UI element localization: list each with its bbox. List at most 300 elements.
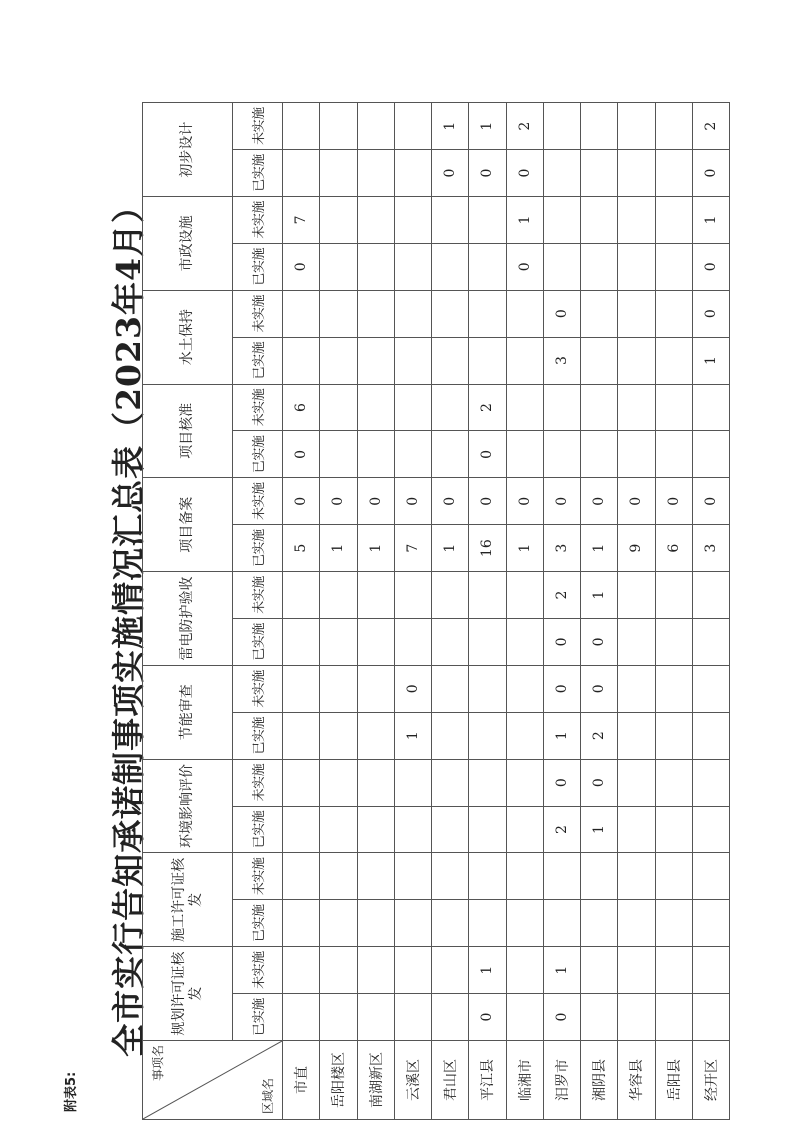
implemented-count bbox=[581, 994, 618, 1041]
implemented-count: 6 bbox=[655, 525, 692, 572]
implemented-count bbox=[432, 618, 469, 665]
not-implemented-count bbox=[469, 290, 506, 337]
not-implemented-count bbox=[506, 853, 543, 900]
not-implemented-count bbox=[432, 947, 469, 994]
implemented-count bbox=[469, 337, 506, 384]
not-implemented-count bbox=[469, 665, 506, 712]
not-implemented-count bbox=[432, 196, 469, 243]
implemented-count bbox=[432, 806, 469, 853]
not-implemented-count bbox=[320, 947, 357, 994]
implemented-count bbox=[469, 806, 506, 853]
not-implemented-count: 0 bbox=[357, 478, 394, 525]
not-implemented-count bbox=[432, 384, 469, 431]
not-implemented-count: 0 bbox=[320, 478, 357, 525]
implemented-count bbox=[357, 337, 394, 384]
not-implemented-count bbox=[357, 665, 394, 712]
not-implemented-count bbox=[394, 384, 431, 431]
implemented-count bbox=[618, 431, 655, 478]
region-name: 湘阴县 bbox=[581, 1041, 618, 1120]
implemented-count bbox=[357, 618, 394, 665]
implemented-count bbox=[692, 431, 729, 478]
implemented-count: 1 bbox=[320, 525, 357, 572]
not-implemented-count bbox=[618, 947, 655, 994]
region-name: 云溪区 bbox=[394, 1041, 431, 1120]
not-implemented-count bbox=[432, 572, 469, 619]
not-implemented-count bbox=[655, 665, 692, 712]
implemented-count bbox=[357, 150, 394, 197]
not-implemented-count: 1 bbox=[543, 947, 580, 994]
implemented-header: 已实施 bbox=[233, 806, 283, 853]
not-implemented-count bbox=[543, 384, 580, 431]
corner-region-label: 区域名 bbox=[261, 1077, 275, 1114]
region-name: 平江县 bbox=[469, 1041, 506, 1120]
implemented-header: 已实施 bbox=[233, 243, 283, 290]
not-implemented-count: 0 bbox=[283, 478, 320, 525]
implemented-count bbox=[283, 806, 320, 853]
implemented-count bbox=[581, 900, 618, 947]
implemented-count bbox=[581, 337, 618, 384]
implemented-count bbox=[506, 337, 543, 384]
implemented-count bbox=[618, 618, 655, 665]
not-implemented-count bbox=[320, 290, 357, 337]
not-implemented-count bbox=[581, 947, 618, 994]
implemented-count bbox=[320, 431, 357, 478]
not-implemented-count bbox=[543, 103, 580, 150]
implemented-header: 已实施 bbox=[233, 618, 283, 665]
not-implemented-count bbox=[320, 759, 357, 806]
implemented-header: 已实施 bbox=[233, 994, 283, 1041]
not-implemented-count bbox=[581, 384, 618, 431]
implemented-count: 2 bbox=[543, 806, 580, 853]
not-implemented-count: 0 bbox=[692, 290, 729, 337]
not-implemented-count bbox=[394, 759, 431, 806]
group-header: 水土保持 bbox=[143, 290, 233, 384]
implemented-count bbox=[394, 431, 431, 478]
group-header: 市政设施 bbox=[143, 196, 233, 290]
not-implemented-count bbox=[618, 103, 655, 150]
implemented-count bbox=[432, 712, 469, 759]
not-implemented-count bbox=[655, 853, 692, 900]
not-implemented-count: 0 bbox=[394, 665, 431, 712]
not-implemented-count bbox=[469, 853, 506, 900]
implemented-count bbox=[320, 806, 357, 853]
implemented-count bbox=[506, 994, 543, 1041]
implemented-count bbox=[506, 712, 543, 759]
table-row bbox=[655, 103, 692, 1120]
not-implemented-count bbox=[320, 665, 357, 712]
implemented-count bbox=[357, 994, 394, 1041]
not-implemented-count bbox=[283, 290, 320, 337]
not-implemented-count: 0 bbox=[432, 478, 469, 525]
implemented-count bbox=[283, 712, 320, 759]
not-implemented-count bbox=[692, 384, 729, 431]
implemented-count bbox=[543, 900, 580, 947]
implemented-count bbox=[618, 243, 655, 290]
region-name: 市直 bbox=[283, 1041, 320, 1120]
implemented-count bbox=[432, 243, 469, 290]
not-implemented-header: 未实施 bbox=[233, 478, 283, 525]
implemented-count: 0 bbox=[506, 243, 543, 290]
not-implemented-count: 7 bbox=[283, 196, 320, 243]
not-implemented-header: 未实施 bbox=[233, 853, 283, 900]
implemented-count bbox=[394, 150, 431, 197]
implemented-count bbox=[655, 337, 692, 384]
implemented-count bbox=[283, 618, 320, 665]
not-implemented-count: 0 bbox=[543, 759, 580, 806]
implemented-count bbox=[655, 806, 692, 853]
not-implemented-count bbox=[357, 384, 394, 431]
implemented-count bbox=[543, 150, 580, 197]
implemented-count bbox=[357, 431, 394, 478]
not-implemented-count bbox=[618, 853, 655, 900]
implemented-count: 5 bbox=[283, 525, 320, 572]
region-name: 经开区 bbox=[692, 1041, 729, 1120]
not-implemented-count bbox=[283, 947, 320, 994]
table-row bbox=[320, 103, 357, 1120]
implemented-count bbox=[320, 712, 357, 759]
not-implemented-count bbox=[543, 196, 580, 243]
implemented-header: 已实施 bbox=[233, 150, 283, 197]
not-implemented-count bbox=[655, 572, 692, 619]
implemented-count: 16 bbox=[469, 525, 506, 572]
not-implemented-count bbox=[432, 853, 469, 900]
implemented-count: 0 bbox=[469, 431, 506, 478]
not-implemented-header: 未实施 bbox=[233, 759, 283, 806]
implemented-count bbox=[618, 994, 655, 1041]
not-implemented-count bbox=[283, 759, 320, 806]
implemented-count: 1 bbox=[357, 525, 394, 572]
not-implemented-count bbox=[394, 196, 431, 243]
not-implemented-count: 0 bbox=[506, 478, 543, 525]
implemented-count bbox=[655, 243, 692, 290]
implemented-count bbox=[432, 900, 469, 947]
not-implemented-count: 0 bbox=[394, 478, 431, 525]
not-implemented-header: 未实施 bbox=[233, 947, 283, 994]
implemented-count bbox=[283, 150, 320, 197]
implemented-count bbox=[506, 806, 543, 853]
implemented-count: 1 bbox=[692, 337, 729, 384]
implemented-count bbox=[692, 994, 729, 1041]
implemented-header: 已实施 bbox=[233, 525, 283, 572]
not-implemented-count: 2 bbox=[469, 384, 506, 431]
implemented-count bbox=[543, 243, 580, 290]
not-implemented-count: 0 bbox=[581, 759, 618, 806]
not-implemented-count: 6 bbox=[283, 384, 320, 431]
not-implemented-count: 0 bbox=[543, 478, 580, 525]
implemented-count: 0 bbox=[543, 994, 580, 1041]
implemented-count bbox=[320, 243, 357, 290]
implemented-count bbox=[506, 618, 543, 665]
implemented-count bbox=[394, 806, 431, 853]
implemented-count bbox=[506, 431, 543, 478]
implemented-count bbox=[581, 150, 618, 197]
table-row bbox=[506, 103, 543, 1120]
implemented-count: 0 bbox=[581, 618, 618, 665]
not-implemented-count bbox=[394, 853, 431, 900]
implemented-count: 3 bbox=[543, 525, 580, 572]
table-row bbox=[469, 103, 506, 1120]
implemented-count: 0 bbox=[692, 150, 729, 197]
not-implemented-count bbox=[506, 947, 543, 994]
table-row bbox=[394, 103, 431, 1120]
not-implemented-count bbox=[692, 572, 729, 619]
not-implemented-count: 0 bbox=[469, 478, 506, 525]
not-implemented-count bbox=[506, 290, 543, 337]
not-implemented-count: 0 bbox=[692, 478, 729, 525]
implemented-count: 0 bbox=[692, 243, 729, 290]
not-implemented-count bbox=[469, 196, 506, 243]
not-implemented-count: 1 bbox=[432, 103, 469, 150]
implemented-count bbox=[432, 994, 469, 1041]
implemented-count bbox=[283, 337, 320, 384]
not-implemented-header: 未实施 bbox=[233, 384, 283, 431]
region-name: 华容县 bbox=[618, 1041, 655, 1120]
summary-table bbox=[142, 102, 730, 1120]
implemented-count: 0 bbox=[543, 618, 580, 665]
implemented-count bbox=[655, 900, 692, 947]
not-implemented-count bbox=[320, 853, 357, 900]
not-implemented-count: 2 bbox=[692, 103, 729, 150]
implemented-count bbox=[655, 431, 692, 478]
not-implemented-count bbox=[357, 947, 394, 994]
not-implemented-count bbox=[394, 572, 431, 619]
implemented-count: 1 bbox=[394, 712, 431, 759]
not-implemented-count bbox=[692, 853, 729, 900]
not-implemented-count bbox=[357, 759, 394, 806]
table-row bbox=[283, 103, 320, 1120]
not-implemented-count: 0 bbox=[655, 478, 692, 525]
not-implemented-header: 未实施 bbox=[233, 572, 283, 619]
group-header: 节能审查 bbox=[143, 665, 233, 759]
implemented-count bbox=[320, 900, 357, 947]
implemented-count: 2 bbox=[581, 712, 618, 759]
implemented-count bbox=[655, 994, 692, 1041]
not-implemented-count bbox=[357, 290, 394, 337]
implemented-count: 1 bbox=[543, 712, 580, 759]
not-implemented-count bbox=[394, 290, 431, 337]
corner-header bbox=[143, 1041, 283, 1120]
implemented-count bbox=[618, 712, 655, 759]
not-implemented-count bbox=[283, 572, 320, 619]
implemented-count bbox=[543, 431, 580, 478]
implemented-count bbox=[394, 618, 431, 665]
not-implemented-count: 0 bbox=[581, 478, 618, 525]
implemented-count bbox=[469, 618, 506, 665]
not-implemented-count bbox=[357, 572, 394, 619]
implemented-count bbox=[618, 150, 655, 197]
not-implemented-count bbox=[618, 665, 655, 712]
implemented-count bbox=[469, 712, 506, 759]
corner-item-label: 事项名 bbox=[151, 1045, 165, 1082]
implemented-count: 0 bbox=[283, 431, 320, 478]
region-name: 汨罗市 bbox=[543, 1041, 580, 1120]
implemented-count bbox=[692, 806, 729, 853]
not-implemented-count: 1 bbox=[469, 103, 506, 150]
region-name: 岳阳楼区 bbox=[320, 1041, 357, 1120]
group-header: 施工许可证核发 bbox=[143, 853, 233, 947]
implemented-count: 0 bbox=[469, 994, 506, 1041]
implemented-count bbox=[320, 337, 357, 384]
implemented-count: 1 bbox=[506, 525, 543, 572]
implemented-header: 已实施 bbox=[233, 900, 283, 947]
attachment-label: 附表5: bbox=[64, 1071, 79, 1112]
not-implemented-count bbox=[320, 384, 357, 431]
not-implemented-count bbox=[618, 572, 655, 619]
not-implemented-count bbox=[692, 759, 729, 806]
not-implemented-count bbox=[581, 290, 618, 337]
implemented-count bbox=[655, 150, 692, 197]
implemented-header: 已实施 bbox=[233, 337, 283, 384]
not-implemented-count bbox=[432, 290, 469, 337]
not-implemented-count: 1 bbox=[469, 947, 506, 994]
not-implemented-count bbox=[543, 853, 580, 900]
implemented-count bbox=[618, 337, 655, 384]
not-implemented-count bbox=[283, 665, 320, 712]
not-implemented-count bbox=[357, 103, 394, 150]
group-header: 初步设计 bbox=[143, 103, 233, 197]
not-implemented-count bbox=[581, 196, 618, 243]
implemented-count bbox=[432, 337, 469, 384]
not-implemented-count bbox=[432, 665, 469, 712]
implemented-count: 7 bbox=[394, 525, 431, 572]
not-implemented-count bbox=[655, 384, 692, 431]
group-header: 环境影响评价 bbox=[143, 759, 233, 853]
not-implemented-count bbox=[357, 853, 394, 900]
implemented-count: 1 bbox=[581, 525, 618, 572]
table-row bbox=[357, 103, 394, 1120]
implemented-count bbox=[320, 618, 357, 665]
group-header: 项目核准 bbox=[143, 384, 233, 478]
not-implemented-count bbox=[618, 384, 655, 431]
not-implemented-count bbox=[283, 103, 320, 150]
not-implemented-count bbox=[581, 103, 618, 150]
table-row bbox=[618, 103, 655, 1120]
table-row bbox=[543, 103, 580, 1120]
not-implemented-count: 0 bbox=[618, 478, 655, 525]
not-implemented-count bbox=[655, 103, 692, 150]
implemented-count bbox=[692, 712, 729, 759]
implemented-count: 3 bbox=[543, 337, 580, 384]
implemented-count bbox=[394, 337, 431, 384]
implemented-count bbox=[320, 994, 357, 1041]
implemented-count bbox=[581, 243, 618, 290]
table-row bbox=[581, 103, 618, 1120]
group-header: 规划许可证核发 bbox=[143, 947, 233, 1041]
not-implemented-count: 0 bbox=[543, 290, 580, 337]
implemented-count bbox=[394, 243, 431, 290]
not-implemented-header: 未实施 bbox=[233, 665, 283, 712]
not-implemented-count bbox=[320, 103, 357, 150]
not-implemented-count bbox=[655, 196, 692, 243]
not-implemented-count: 1 bbox=[692, 196, 729, 243]
implemented-count: 0 bbox=[506, 150, 543, 197]
implemented-count: 9 bbox=[618, 525, 655, 572]
table-row bbox=[432, 103, 469, 1120]
not-implemented-count: 2 bbox=[506, 103, 543, 150]
not-implemented-header: 未实施 bbox=[233, 290, 283, 337]
group-header: 雷电防护验收 bbox=[143, 572, 233, 666]
implemented-count bbox=[655, 712, 692, 759]
implemented-count bbox=[357, 712, 394, 759]
not-implemented-count bbox=[655, 290, 692, 337]
implemented-header: 已实施 bbox=[233, 431, 283, 478]
not-implemented-count bbox=[581, 853, 618, 900]
region-name: 南湖新区 bbox=[357, 1041, 394, 1120]
implemented-count bbox=[283, 900, 320, 947]
implemented-count: 0 bbox=[469, 150, 506, 197]
not-implemented-count bbox=[655, 759, 692, 806]
not-implemented-count bbox=[506, 572, 543, 619]
implemented-count bbox=[692, 900, 729, 947]
not-implemented-count bbox=[506, 665, 543, 712]
implemented-count bbox=[394, 900, 431, 947]
page-title: 全市实行告知承诺制事项实施情况汇总表（2023年4月） bbox=[109, 189, 148, 1057]
not-implemented-count: 1 bbox=[506, 196, 543, 243]
implemented-count bbox=[394, 994, 431, 1041]
not-implemented-count bbox=[283, 853, 320, 900]
implemented-count bbox=[692, 618, 729, 665]
not-implemented-count bbox=[320, 196, 357, 243]
region-name: 岳阳县 bbox=[655, 1041, 692, 1120]
implemented-count: 3 bbox=[692, 525, 729, 572]
implemented-count bbox=[283, 994, 320, 1041]
not-implemented-count bbox=[394, 103, 431, 150]
implemented-count bbox=[581, 431, 618, 478]
implemented-count bbox=[618, 806, 655, 853]
implemented-count bbox=[469, 243, 506, 290]
not-implemented-count bbox=[506, 384, 543, 431]
not-implemented-count bbox=[432, 759, 469, 806]
implemented-header: 已实施 bbox=[233, 712, 283, 759]
not-implemented-count: 0 bbox=[581, 665, 618, 712]
not-implemented-count: 2 bbox=[543, 572, 580, 619]
table-row bbox=[692, 103, 729, 1120]
not-implemented-count bbox=[506, 759, 543, 806]
not-implemented-count bbox=[618, 290, 655, 337]
not-implemented-header: 未实施 bbox=[233, 103, 283, 150]
implemented-count bbox=[357, 900, 394, 947]
implemented-count: 1 bbox=[581, 806, 618, 853]
not-implemented-count bbox=[618, 759, 655, 806]
implemented-count bbox=[618, 900, 655, 947]
not-implemented-count bbox=[357, 196, 394, 243]
not-implemented-count: 1 bbox=[581, 572, 618, 619]
implemented-count: 0 bbox=[283, 243, 320, 290]
implemented-count: 0 bbox=[432, 150, 469, 197]
implemented-count bbox=[320, 150, 357, 197]
implemented-count bbox=[469, 900, 506, 947]
region-name: 临湘市 bbox=[506, 1041, 543, 1120]
summary-table-container bbox=[142, 103, 730, 1120]
implemented-count bbox=[506, 900, 543, 947]
implemented-count bbox=[432, 431, 469, 478]
not-implemented-count bbox=[320, 572, 357, 619]
group-header: 项目备案 bbox=[143, 478, 233, 572]
implemented-count bbox=[357, 806, 394, 853]
not-implemented-count bbox=[655, 947, 692, 994]
not-implemented-count bbox=[692, 665, 729, 712]
not-implemented-count bbox=[469, 759, 506, 806]
not-implemented-count bbox=[394, 947, 431, 994]
implemented-count bbox=[655, 618, 692, 665]
implemented-count bbox=[357, 243, 394, 290]
not-implemented-count bbox=[692, 947, 729, 994]
not-implemented-count bbox=[469, 572, 506, 619]
not-implemented-count: 0 bbox=[543, 665, 580, 712]
implemented-count: 1 bbox=[432, 525, 469, 572]
not-implemented-count bbox=[618, 196, 655, 243]
not-implemented-header: 未实施 bbox=[233, 196, 283, 243]
